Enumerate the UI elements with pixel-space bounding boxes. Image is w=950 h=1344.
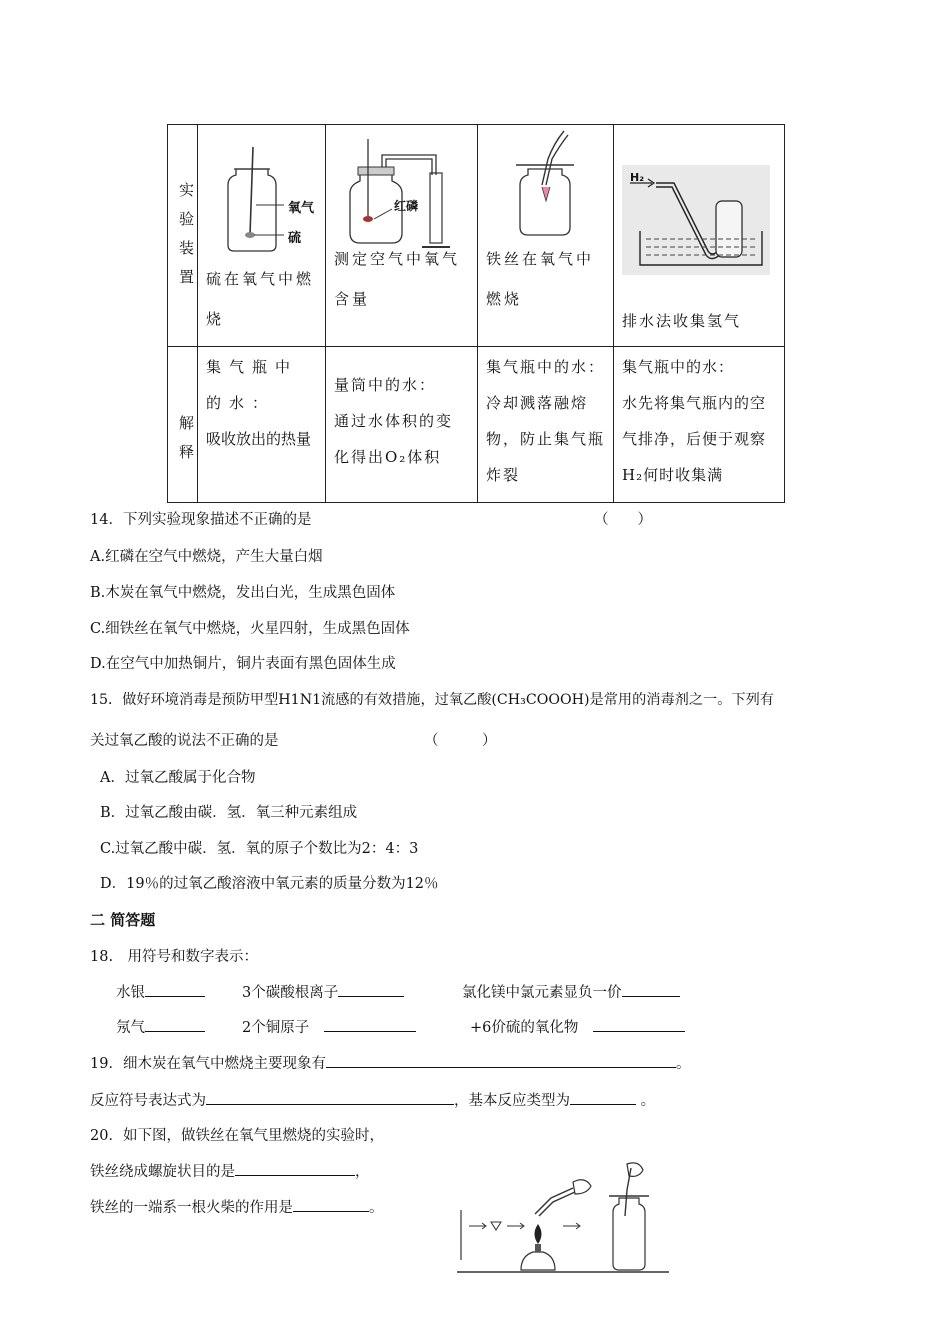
caption-sulfur: 硫在氧气中燃烧 [206, 270, 315, 328]
explanation-hydrogen-title: 集气瓶中的水： [622, 358, 735, 376]
q15-option-a: A．过氧乙酸属于化合物 [100, 770, 256, 786]
q15-option-d: D．19％的过氧乙酸溶液中氧元素的质量分数为12％ [100, 876, 439, 892]
q14-option-b: B.木炭在氧气中燃烧，发出白光，生成黑色固体 [90, 585, 396, 601]
q18-item-mgcl: 氯化镁中氯元素显负一价 [462, 981, 680, 1002]
answer-blank[interactable] [593, 1017, 685, 1032]
q18-item-copper: 2个铜原子 [242, 1016, 416, 1037]
iron-apparatus-figure [478, 125, 612, 245]
q19-line2: 反应符号表达式为 ，基本反应类型为 。 [90, 1089, 655, 1110]
q18-item-sulfur-oxide: +6价硫的氧化物 [470, 1016, 685, 1037]
caption-phosphorus: 测定空气中氧气含量 [334, 250, 461, 308]
sulfur-apparatus-figure [198, 125, 324, 255]
caption-hydrogen: 排水法收集氢气 [622, 312, 742, 330]
q14-option-a: A.红磷在空气中燃烧，产生大量白烟 [90, 549, 323, 565]
explanation-phosphorus-title: 量筒中的水： [334, 376, 437, 394]
q18-item-neon: 氖气 [116, 1016, 205, 1037]
q20-line2: 铁丝绕成螺旋状目的是 ， [90, 1160, 370, 1181]
caption-iron: 铁丝在氧气中燃烧 [486, 250, 595, 308]
explanation-iron-body: 冷却溅落融熔物，防止集气瓶炸裂 [486, 394, 606, 484]
cell-hydrogen-apparatus [614, 125, 785, 347]
explanation-phosphorus [326, 347, 478, 503]
q18-item-mercury: 水银 [116, 981, 205, 1002]
q20-line1: 20．如下图，做铁丝在氧气里燃烧的实验时， [90, 1128, 384, 1144]
cell-iron-apparatus [478, 125, 614, 347]
explanation-iron-title: 集气瓶中的水： [486, 358, 606, 376]
explanation-sulfur [198, 347, 326, 503]
q19-line1: 19．细木炭在氧气中燃烧主要现象有 。 [90, 1052, 690, 1073]
q14-option-c: C.细铁丝在氧气中燃烧，火星四射，生成黑色固体 [90, 621, 410, 637]
label-red-phosphorus: 红磷 [394, 199, 419, 213]
cell-sulfur-apparatus [198, 125, 326, 347]
q14-paren: （ ） [594, 512, 652, 528]
hydrogen-apparatus-figure [622, 165, 772, 277]
q15-option-b: B．过氧乙酸由碳．氢．氧三种元素组成 [100, 805, 358, 821]
answer-blank[interactable] [324, 1017, 416, 1032]
iron-wire-experiment-figure [455, 1160, 675, 1278]
answer-blank[interactable] [145, 982, 205, 997]
q15-stem-line2: 关过氧乙酸的说法不正确的是 [90, 733, 279, 749]
answer-blank[interactable] [145, 1017, 205, 1032]
answer-blank[interactable] [206, 1090, 454, 1105]
explanation-sulfur-body: 吸收放出的热量 [206, 430, 312, 448]
q14-stem: 14．下列实验现象描述不正确的是 [90, 512, 312, 528]
explanation-sulfur-title: 集气瓶中的水： [206, 358, 299, 412]
q15-paren: （ ） [424, 733, 497, 749]
label-h2: H₂ [630, 171, 645, 184]
explanation-iron [478, 347, 614, 503]
answer-blank[interactable] [338, 982, 404, 997]
section-title: 二 简答题 [90, 911, 156, 929]
q18-stem: 18. 用符号和数字表示： [90, 949, 259, 965]
row-header-apparatus: 实验装置 [168, 125, 198, 347]
row-header-explanation: 解释 [168, 347, 198, 503]
answer-blank[interactable] [235, 1161, 355, 1176]
answer-blank[interactable] [570, 1090, 636, 1105]
q15-stem-line1: 15．做好环境消毒是预防甲型H1N1流感的有效措施，过氧乙酸(CH₃COOOH)是常用的消毒剂之一。下列有 [90, 692, 774, 708]
q15-option-c: C.过氧乙酸中碳．氢．氧的原子个数比为2：4：3 [100, 841, 419, 857]
experiment-table [167, 124, 785, 503]
q14-option-d: D.在空气中加热铜片，铜片表面有黑色固体生成 [90, 656, 396, 672]
answer-blank[interactable] [293, 1197, 369, 1212]
phosphorus-apparatus-figure [326, 125, 476, 250]
q20-line3: 铁丝的一端系一根火柴的作用是 。 [90, 1196, 384, 1217]
explanation-phosphorus-body: 通过水体积的变化得出O₂体积 [334, 412, 454, 466]
answer-blank[interactable] [326, 1053, 676, 1068]
label-oxygen: 氧气 [288, 201, 315, 216]
explanation-hydrogen [614, 347, 785, 503]
label-sulfur: 硫 [288, 231, 302, 246]
cell-phosphorus-apparatus [326, 125, 478, 347]
explanation-hydrogen-body: 水先将集气瓶内的空气排净，后便于观察H₂何时收集满 [622, 394, 767, 484]
q18-item-carbonate: 3个碳酸根离子 [242, 981, 404, 1002]
answer-blank[interactable] [622, 982, 680, 997]
